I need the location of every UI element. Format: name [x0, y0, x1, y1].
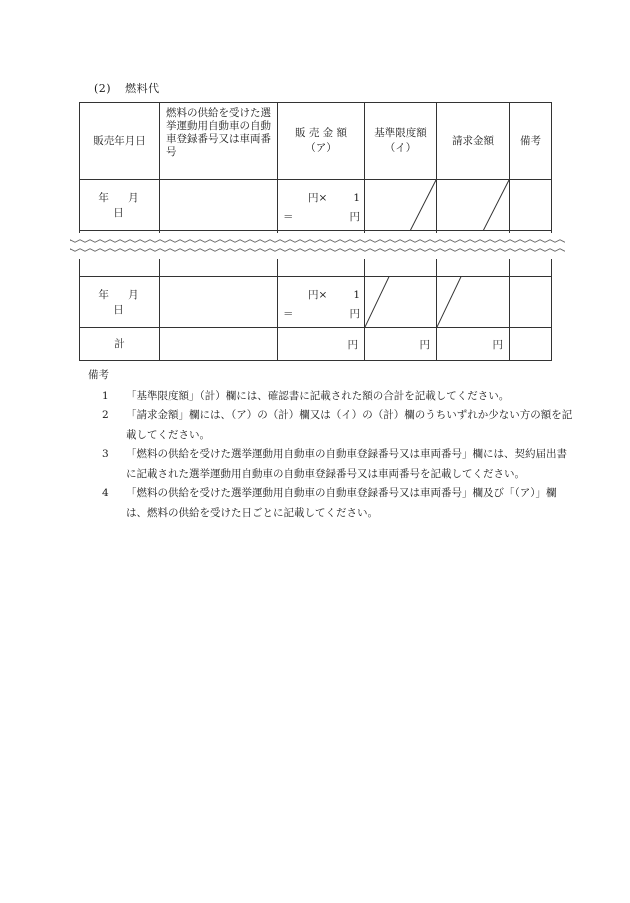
- header-vehicle: 燃料の供給を受けた選挙運動用自動車の自動車登録番号又は車両番号: [160, 103, 278, 180]
- date-cell: [80, 180, 160, 231]
- total-sales-yen: 円: [278, 328, 365, 361]
- month-label: 月: [128, 192, 141, 204]
- claim-cell: [437, 180, 510, 231]
- remarks-cell: [510, 180, 552, 231]
- note-text: 「基準限度額」（計）欄には、確認書に記載された額の合計を記載してください。: [126, 389, 510, 402]
- equals-sign: ＝: [283, 211, 294, 223]
- total-vehicle-cell: [160, 328, 278, 361]
- header-limit: [365, 103, 437, 180]
- header-sales: [278, 103, 365, 180]
- limit-cell: [365, 277, 437, 328]
- table-header-row: [80, 103, 552, 180]
- note-number: 3: [102, 448, 109, 460]
- note-item: [94, 445, 574, 484]
- year-label: 年: [98, 192, 111, 204]
- section-title-text: 燃料代: [125, 82, 160, 95]
- yen-label: 円: [349, 211, 360, 223]
- sales-cell: [278, 180, 365, 231]
- amount-top-line: [308, 190, 360, 205]
- section-number: (2): [94, 82, 112, 95]
- diagonal-slash: [365, 277, 436, 327]
- total-row: [80, 328, 552, 361]
- diagonal-slash: [437, 180, 509, 230]
- header-date: 販売年月日: [80, 103, 160, 180]
- table-row: [80, 180, 552, 231]
- limit-cell: [365, 180, 437, 231]
- header-limit-label: 基準限度額: [374, 127, 427, 139]
- notes-section: [88, 366, 574, 523]
- header-sales-label: 販 売 金 額: [294, 127, 347, 139]
- date-cell: [80, 277, 160, 328]
- note-item: [94, 406, 574, 445]
- header-sales-sub: （ア）: [305, 142, 337, 154]
- yen-times-label: 円×: [308, 192, 328, 204]
- one-label: 1: [353, 289, 360, 301]
- table-break-mark: [70, 233, 565, 259]
- header-limit-sub: （イ）: [384, 142, 417, 154]
- day-label: 日: [113, 304, 126, 316]
- total-remarks-cell: [510, 328, 552, 361]
- note-number: 4: [102, 487, 109, 499]
- header-remarks: 備考: [510, 103, 552, 180]
- note-text: 「燃料の供給を受けた選挙運動用自動車の自動車登録番号又は車両番号」欄及び「（ア）」欄は、燃料の供給を受けた日ごとに記載してください。: [126, 487, 557, 519]
- section-title: [94, 80, 160, 96]
- yen-label: 円: [349, 308, 360, 320]
- table-row: [80, 277, 552, 328]
- wavy-break-lines: [70, 233, 565, 259]
- month-label: 月: [128, 289, 141, 301]
- total-claim-yen: 円: [437, 328, 510, 361]
- day-label: 日: [113, 207, 126, 219]
- total-limit-yen: 円: [365, 328, 437, 361]
- note-text: 「請求金額」欄には、（ア）の（計）欄又は（イ）の（計）欄のうちいずれか少ない方の額を記載してください。: [126, 409, 573, 441]
- notes-heading: 備考: [88, 369, 109, 381]
- note-item: [94, 387, 574, 407]
- amount-top-line: [308, 287, 360, 302]
- note-text: 「燃料の供給を受けた選挙運動用自動車の自動車登録番号又は車両番号」欄には、契約届出書に記載された選挙運動用自動車の自動車登録番号又は車両番号を記載してください。: [126, 448, 567, 480]
- note-number: 1: [102, 389, 109, 402]
- vehicle-cell: [160, 277, 278, 328]
- vehicle-cell: [160, 180, 278, 231]
- sales-cell: [278, 277, 365, 328]
- amount-bottom-line: [283, 306, 360, 321]
- amount-bottom-line: [283, 209, 360, 224]
- one-label: 1: [353, 192, 360, 204]
- yen-times-label: 円×: [308, 289, 328, 301]
- remarks-cell: [510, 277, 552, 328]
- header-claim: 請求金額: [437, 103, 510, 180]
- diagonal-slash: [365, 180, 436, 230]
- diagonal-slash: [437, 277, 509, 327]
- claim-cell: [437, 277, 510, 328]
- year-label: 年: [98, 289, 111, 301]
- equals-sign: ＝: [283, 308, 294, 320]
- fuel-cost-table: [79, 102, 552, 361]
- note-number: 2: [102, 409, 109, 421]
- total-label: 計: [80, 328, 160, 361]
- note-item: [94, 484, 574, 523]
